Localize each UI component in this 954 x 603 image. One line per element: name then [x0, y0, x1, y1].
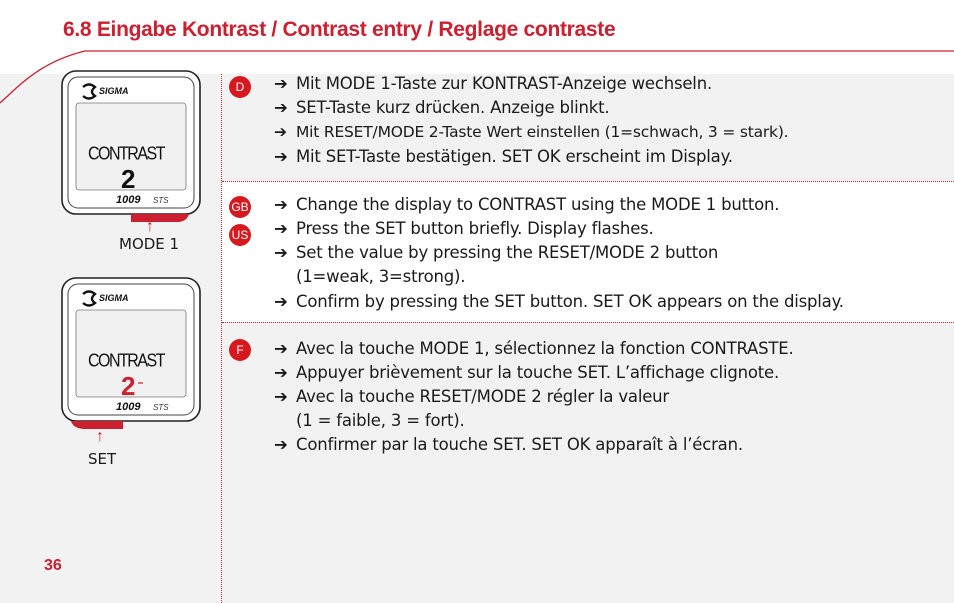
arrow-right-icon: ➔	[274, 292, 288, 311]
language-badge-gb: GB	[229, 196, 251, 218]
instruction-line: ➔ Change the display to CONTRAST using the MODE 1 button.	[274, 195, 780, 214]
language-badge-us: US	[229, 224, 251, 246]
arrow-right-icon: ➔	[274, 243, 288, 262]
section-divider	[222, 322, 954, 323]
model-suffix: STS	[153, 403, 169, 412]
arrow-right-icon: ➔	[274, 435, 288, 454]
page-title: 6.8 Eingabe Kontrast / Contrast entry / Reglage contraste	[63, 18, 616, 41]
instruction-line: ➔ Confirmer par la touche SET. SET OK apparaît à l’écran.	[274, 435, 743, 454]
arrow-right-icon: ➔	[274, 123, 287, 141]
instruction-continuation: (1 = faible, 3 = fort).	[296, 411, 465, 430]
arrow-right-icon: ➔	[274, 363, 288, 382]
screen-label: CONTRAST	[88, 142, 164, 164]
bike-computer-device	[61, 277, 201, 437]
arrow-right-icon: ➔	[274, 147, 288, 166]
arrow-right-icon: ➔	[274, 195, 288, 214]
instruction-line: ➔ Avec la touche RESET/MODE 2 régler la valeur	[274, 387, 670, 406]
language-badge-de: D	[229, 76, 251, 98]
instruction-line: ➔ Confirm by pressing the SET button. SET OK appears on the display.	[274, 292, 844, 311]
instruction-line: ➔ SET-Taste kurz drücken. Anzeige blinkt.	[274, 98, 610, 117]
model-number: 1009	[116, 401, 141, 413]
language-badge-fr: F	[229, 339, 251, 361]
arrow-right-icon: ➔	[274, 74, 288, 93]
instruction-line: ➔ Appuyer brièvement sur la touche SET. L’affichage clignote.	[274, 363, 780, 382]
instruction-line: ➔ Mit MODE 1-Taste zur KONTRAST-Anzeige wechseln.	[274, 74, 712, 93]
instruction-continuation: (1=weak, 3=strong).	[296, 267, 466, 286]
brand-logo: SIGMA	[99, 293, 129, 303]
set-button-label: SET	[88, 450, 117, 468]
page-number: 36	[44, 557, 62, 574]
instruction-line: ➔ Mit SET-Taste bestätigen. SET OK erscheint im Display.	[274, 147, 733, 166]
arrow-up-icon: ↑	[146, 218, 154, 235]
column-divider	[221, 74, 222, 603]
screen-value: 2	[121, 164, 136, 194]
mode1-button-label: MODE 1	[119, 235, 180, 253]
instruction-line: ➔ Set the value by pressing the RESET/MODE 2 button	[274, 243, 719, 262]
instruction-line: ➔ Mit RESET/MODE 2-Taste Wert einstellen (1=schwach, 3 = stark).	[274, 123, 789, 141]
instruction-line: ➔ Press the SET button briefly. Display flashes.	[274, 219, 654, 238]
arrow-right-icon: ➔	[274, 98, 288, 117]
bike-computer-device	[61, 70, 201, 230]
model-number: 1009	[116, 194, 141, 206]
arrow-right-icon: ➔	[274, 339, 288, 358]
model-suffix: STS	[153, 196, 169, 205]
instruction-line: ➔ Avec la touche MODE 1, sélectionnez la fonction CONTRASTE.	[274, 339, 794, 358]
screen-value: 2	[121, 371, 136, 401]
screen-label: CONTRAST	[88, 349, 164, 371]
arrow-right-icon: ➔	[274, 387, 288, 406]
section-divider	[222, 181, 954, 182]
brand-logo: SIGMA	[99, 86, 129, 96]
arrow-right-icon: ➔	[274, 219, 288, 238]
arrow-up-icon: ↑	[96, 428, 104, 445]
